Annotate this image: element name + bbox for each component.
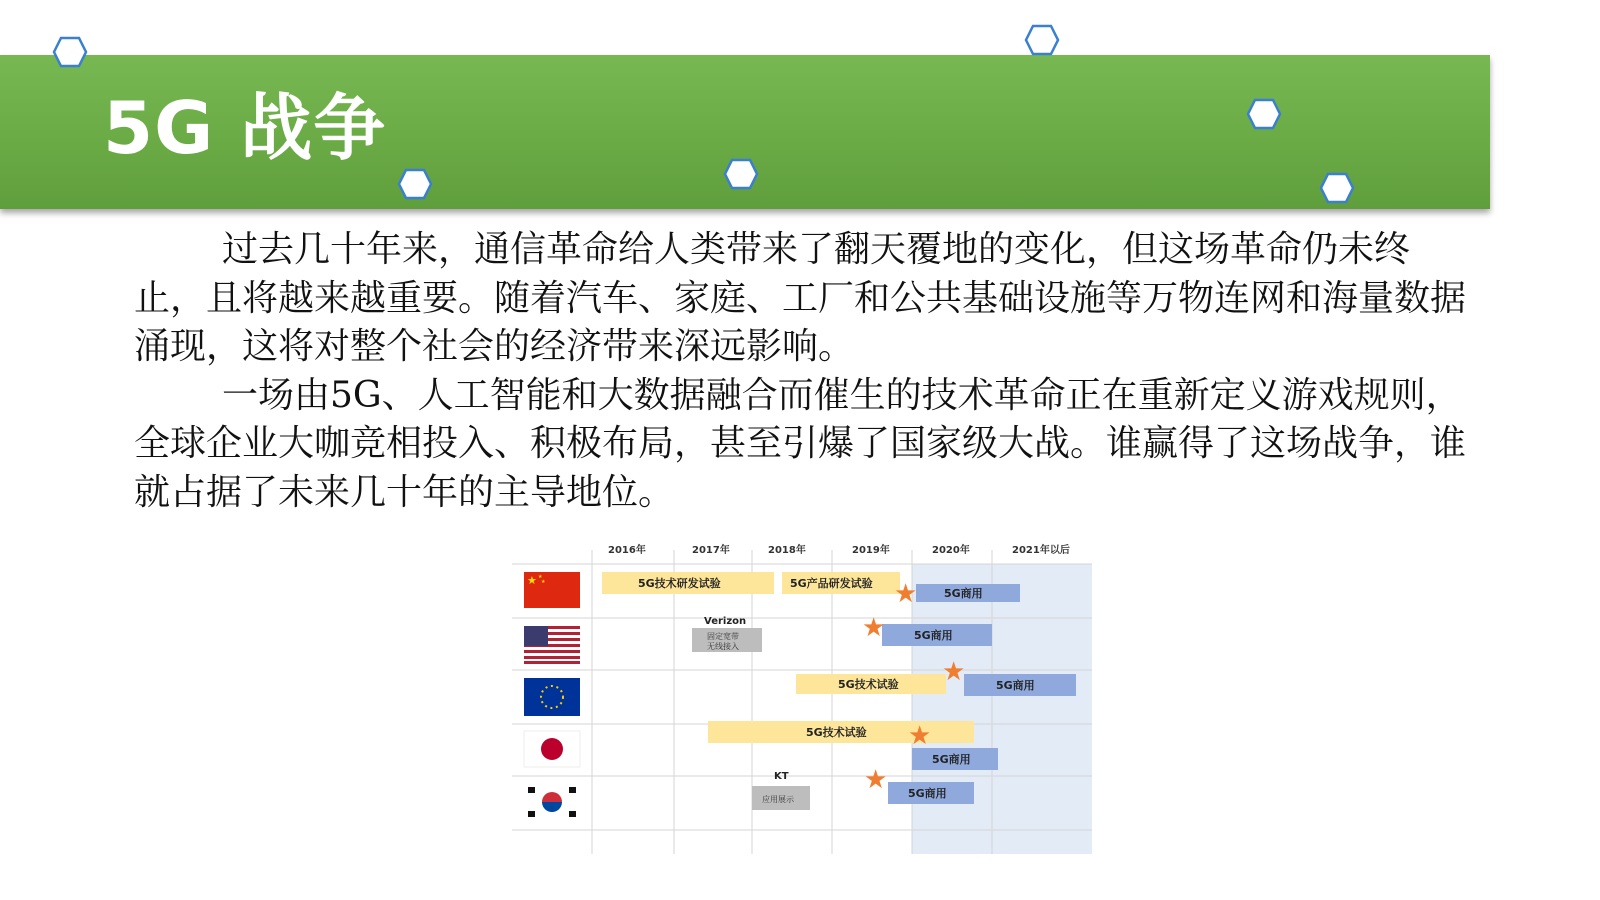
bar-label: 5G技术试验 <box>806 726 867 739</box>
hexagon-icon <box>52 36 88 68</box>
milestone-star-icon: ★ <box>908 721 932 751</box>
year-label: 2017年 <box>692 545 730 556</box>
bar-label: 5G商用 <box>914 629 953 642</box>
bar-label: 5G技术试验 <box>838 678 899 691</box>
milestone-star-icon: ★ <box>864 765 888 795</box>
bar-label: 5G商用 <box>932 753 971 766</box>
operator-box-text: 应用展示 <box>762 795 794 804</box>
bar-label: 5G技术研发试验 <box>638 577 721 590</box>
body-text <box>134 226 1479 517</box>
svg-text:★: ★ <box>527 574 537 587</box>
hexagon-icon <box>1246 98 1282 130</box>
milestone-star-icon: ★ <box>942 657 966 687</box>
slide-title: 5G 战争 <box>103 86 387 170</box>
paragraph: 过去几十年来，通信革命给人类带来了翻天覆地的变化，但这场革命仍未终止，且将越来越重要。随着汽车、家庭、工厂和公共基础设施等万物连网和海量数据涌现，这将对整个社会的经济带来深远影响。 <box>134 229 1467 367</box>
hexagon-icon <box>1319 172 1355 204</box>
eu-flag-icon <box>524 678 580 716</box>
year-label: 2019年 <box>852 545 890 556</box>
bar-label: 5G商用 <box>908 787 947 800</box>
hexagon-icon <box>1024 24 1060 56</box>
svg-text:★: ★ <box>538 574 543 580</box>
japan-flag-icon <box>524 731 580 767</box>
operator-box-text: 固定宽带 <box>707 632 739 641</box>
bar-label: 5G商用 <box>944 587 983 600</box>
paragraph: 一场由5G、人工智能和大数据融合而催生的技术革命正在重新定义游戏规则，全球企业大咖竞相投入、积极布局，甚至引爆了国家级大战。谁赢得了这场战争，谁就占据了未来几十年的主导地位。 <box>134 374 1467 513</box>
year-label: 2021年以后 <box>1012 545 1070 556</box>
operator-box-text: 无线接入 <box>707 642 739 651</box>
bar-label: 5G产品研发试验 <box>790 577 873 590</box>
year-label: 2020年 <box>932 545 970 556</box>
5g-timeline-figure <box>512 538 1092 860</box>
bar-label: 5G商用 <box>996 679 1035 692</box>
svg-text:★: ★ <box>541 579 546 585</box>
usa-flag-icon <box>524 626 580 664</box>
milestone-star-icon: ★ <box>862 613 886 643</box>
year-label: 2016年 <box>608 545 646 556</box>
korea-flag-icon <box>524 783 580 821</box>
milestone-star-icon: ★ <box>894 579 918 609</box>
operator-label: Verizon <box>704 616 747 627</box>
china-flag-icon <box>524 572 580 608</box>
hexagon-icon <box>397 168 433 200</box>
hexagon-icon <box>723 158 759 190</box>
operator-label: KT <box>774 771 789 782</box>
future-zone <box>912 564 1092 854</box>
year-label: 2018年 <box>768 545 806 556</box>
